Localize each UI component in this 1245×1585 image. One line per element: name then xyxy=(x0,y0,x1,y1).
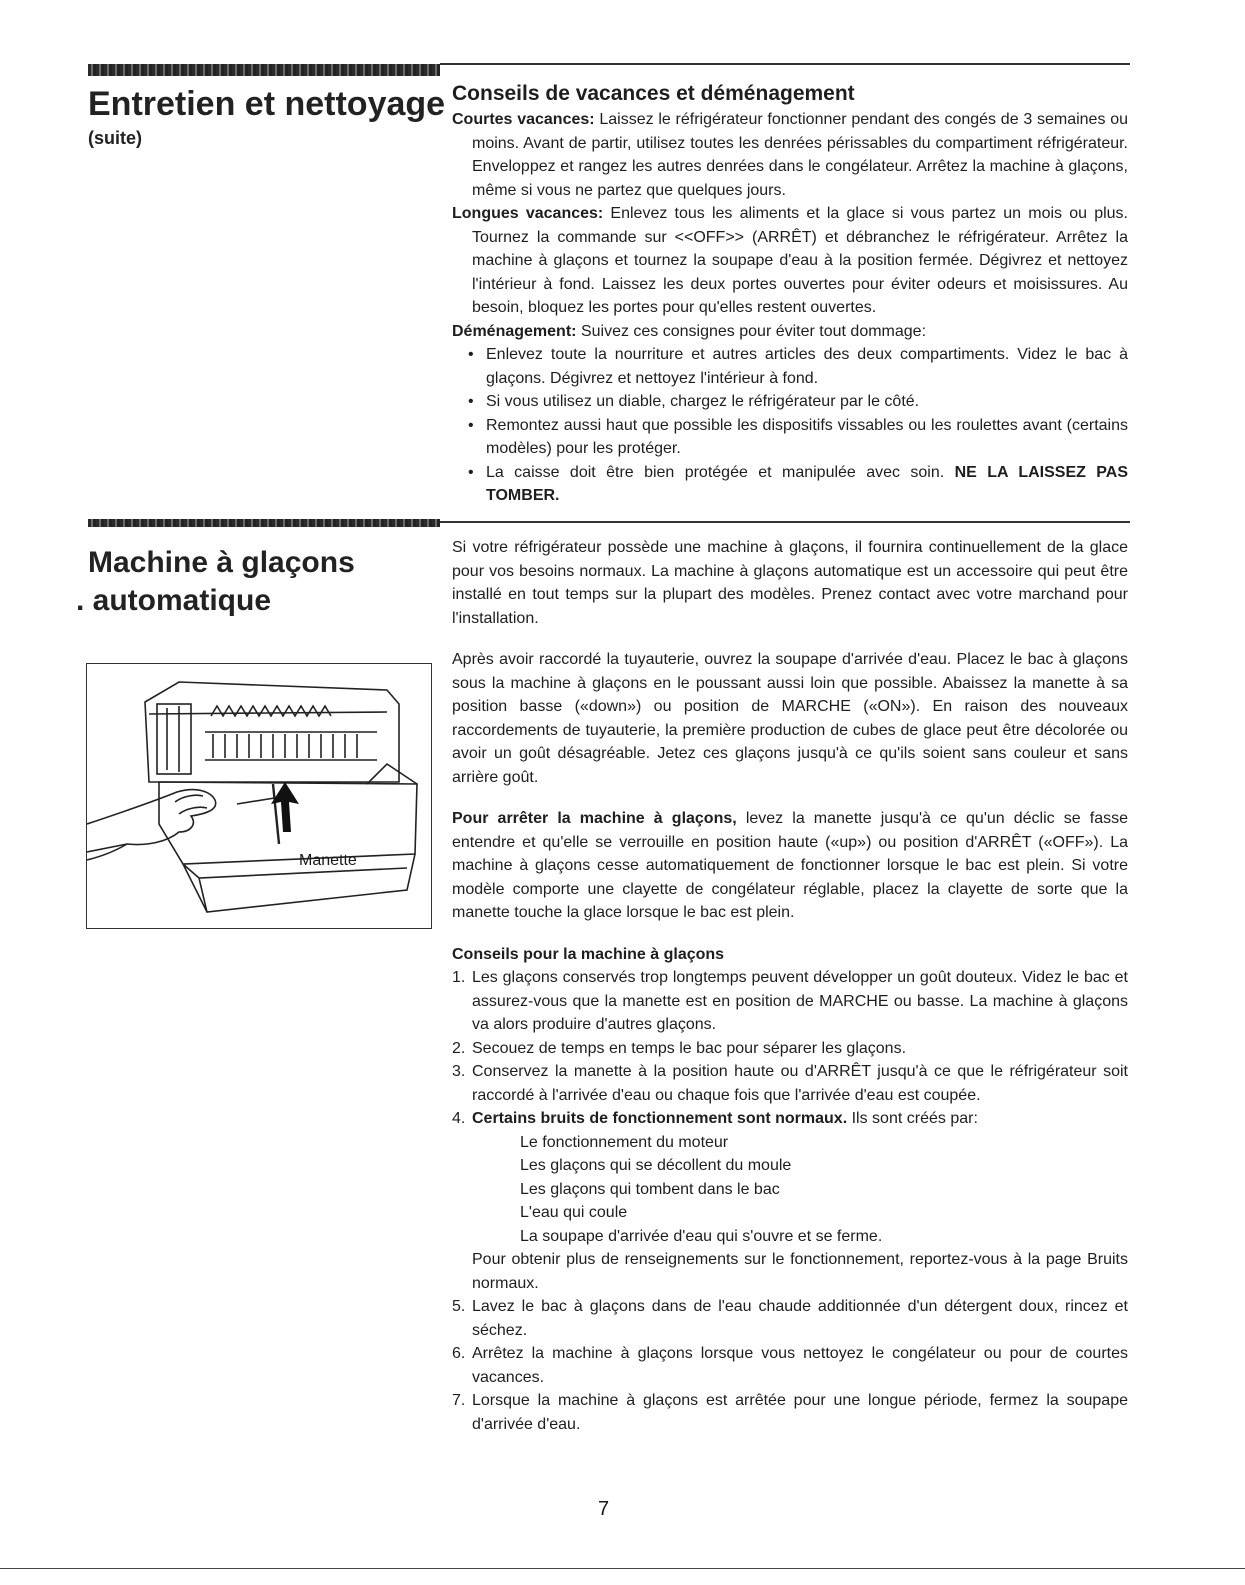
section-rule-line xyxy=(440,63,1130,65)
noise-item: L'eau qui coule xyxy=(520,1204,628,1221)
list-item: • Si vous utilisez un diable, chargez le réfrigérateur par le côté. xyxy=(486,390,1128,414)
page-title: Entretien et nettoyage xyxy=(88,85,446,123)
vacation-section xyxy=(452,80,1128,508)
tip-text: Ils sont créés par: xyxy=(851,1110,978,1127)
moving-paragraph xyxy=(452,320,1128,344)
list-number: 4. xyxy=(452,1110,466,1127)
icemaker-stop-paragraph xyxy=(452,807,1128,925)
tip-text: Les glaçons conservés trop longtemps peuvent développer un goût douteux. Videz le bac et assurez-vous que la manette est en position de MARCHE ou basse. La machine à glaçons va alors produire d'autres glaçons. xyxy=(472,969,1128,1033)
tip-text: Secouez de temps en temps le bac pour séparer les glaçons. xyxy=(472,1039,907,1057)
long-vacation-text: Enlevez tous les aliments et la glace si vous partez un mois ou plus. Tournez la commande sur <<OFF>> (ARRÊT) et débranchez le réfrigérateur. Arrêtez la machine à glaçons et tournez la soupape d'eau à la position fermée. Dégivrez et nettoyez l'intérieur à fond. Laissez les deux portes ouvertes pour éviter odeurs et moisissures. Au besoin, bloquez les portes pour qu'elles restent ouvertes. xyxy=(472,205,1128,316)
vacation-heading: Conseils de vacances et déménagement xyxy=(452,82,855,105)
tip-text: Arrêtez la machine à glaçons lorsque vous nettoyez le congélateur ou pour de courtes vacances. xyxy=(472,1345,1128,1386)
tips-list xyxy=(452,966,1128,1436)
list-number: 5. xyxy=(452,1298,466,1315)
list-number: 1. xyxy=(452,969,466,986)
icemaker-title-line1: Machine à glaçons xyxy=(88,546,355,579)
icemaker-stop-text: levez la manette jusqu'à ce qu'un déclic se fasse entendre et qu'elle se verrouille en position haute («up») ou position d'ARRÊT («OFF»). La machine à glaçons cesse automatiquement de fonctionner lorsque le bac est plein. Si votre modèle comporte une clayette de congélateur réglable, placez la clayette de sorte que la manette touche la glace lorsque le bac est plein. xyxy=(452,810,1129,921)
figure-label-manette: Manette xyxy=(299,852,357,869)
list-item xyxy=(452,1037,1128,1061)
moving-list xyxy=(452,343,1128,508)
list-item xyxy=(452,1060,1128,1107)
last-bullet-warning: NE LA LAISSEZ PAS TOMBER. xyxy=(486,463,1128,504)
list-number: 7. xyxy=(452,1392,466,1409)
list-item xyxy=(486,461,1128,508)
icemaker-stop-label: Pour arrêter la machine à glaçons, xyxy=(452,810,737,827)
page-subtitle: (suite) xyxy=(88,128,142,149)
tip-text: Lorsque la machine à glaçons est arrêtée pour une longue période, fermez la soupape d'arrivée d'eau. xyxy=(472,1392,1128,1433)
icemaker-intro: Si votre réfrigérateur possède une machine à glaçons, il fournira continuellement de la glace pour vos besoins normaux. La machine à glaçons automatique est un accessoire qui peut être installé en tout temps sur la plupart des modèles. Prenez contact avec votre marchand pour l'installation. xyxy=(452,539,1128,627)
list-item xyxy=(452,1342,1128,1389)
list-item xyxy=(452,1107,1128,1295)
icemaker-drawing xyxy=(87,664,430,927)
short-vacation-text: Laissez le réfrigérateur fonctionner pendant des congés de 3 semaines ou moins. Avant de partir, utilisez toutes les denrées périssables du compartiment réfrigérateur. Enveloppez et rangez les autres denrées dans le congélateur. Arrêtez la machine à glaçons, même si vous ne partez que quelques jours. xyxy=(472,111,1128,199)
long-vacation-paragraph xyxy=(452,202,1128,320)
short-vacation-paragraph xyxy=(452,108,1128,202)
tip4-after: Pour obtenir plus de renseignements sur le fonctionnement, reportez-vous à la page Bruits normaux. xyxy=(472,1251,1128,1292)
noise-item: Le fonctionnement du moteur xyxy=(520,1133,729,1151)
noise-item: La soupape d'arrivée d'eau qui s'ouvre et se ferme. xyxy=(520,1227,883,1245)
section-rule-line xyxy=(440,521,1130,523)
noise-item: Les glaçons qui tombent dans le bac xyxy=(520,1180,780,1198)
moving-text: Suivez ces consignes pour éviter tout dommage: xyxy=(580,322,927,340)
icemaker-after-install: Après avoir raccordé la tuyauterie, ouvrez la soupape d'arrivée d'eau. Placez le bac à glaçons sous la machine à glaçons en le poussant aussi loin que possible. Abaissez la manette à sa position basse («down») ou position de MARCHE («ON»). En raison des nouveaux raccordements de tuyauterie, la première production de cubes de glace peut être décolorée ou avoir un goût désagréable. Jetez ces glaçons jusqu'à ce qu'ils soient sans couleur et sans arrière goût. xyxy=(452,651,1128,786)
tip-text: Lavez le bac à glaçons dans de l'eau chaude additionnée d'un détergent doux, rincez et séchez. xyxy=(472,1298,1128,1339)
page-number: 7 xyxy=(598,1498,610,1520)
section-title-entretien xyxy=(88,86,448,149)
list-item: • Remontez aussi haut que possible les dispositifs vissables ou les roulettes avant (certains modèles) pour les protéger. xyxy=(486,414,1128,461)
last-bullet-text: La caisse doit être bien protégée et manipulée avec soin. xyxy=(486,463,945,481)
list-number: 2. xyxy=(452,1039,466,1057)
noise-list xyxy=(472,1131,1128,1249)
bottom-rule xyxy=(0,1568,1245,1569)
list-item xyxy=(452,966,1128,1037)
moving-label: Déménagement: xyxy=(452,322,577,340)
section-rule-bar xyxy=(88,64,440,76)
tips-heading: Conseils pour la machine à glaçons xyxy=(452,945,725,963)
icemaker-section xyxy=(452,536,1128,1436)
noise-item: Les glaçons qui se décollent du moule xyxy=(520,1157,792,1174)
list-item xyxy=(452,1295,1128,1342)
list-number: 6. xyxy=(452,1345,466,1362)
icemaker-illustration xyxy=(86,663,432,929)
section-rule-bar xyxy=(88,519,440,527)
short-vacation-label: Courtes vacances: xyxy=(452,111,595,128)
long-vacation-label: Longues vacances: xyxy=(452,205,604,222)
list-item xyxy=(452,1389,1128,1436)
tip-text: Conservez la manette à la position haute ou d'ARRÊT jusqu'à ce que le réfrigérateur soit raccordé à l'arrivée d'eau ou chaque fois que l'arrivée d'eau est coupée. xyxy=(472,1063,1128,1104)
section-title-icemaker xyxy=(76,544,448,620)
list-number: 3. xyxy=(452,1063,466,1080)
list-item: • Enlevez toute la nourriture et autres articles des deux compartiments. Videz le bac à glaçons. Dégivrez et nettoyez l'intérieur à fond. xyxy=(486,343,1128,390)
tip-bold: Certains bruits de fonctionnement sont normaux. xyxy=(472,1110,848,1127)
icemaker-title-line2: . automatique xyxy=(76,584,272,617)
